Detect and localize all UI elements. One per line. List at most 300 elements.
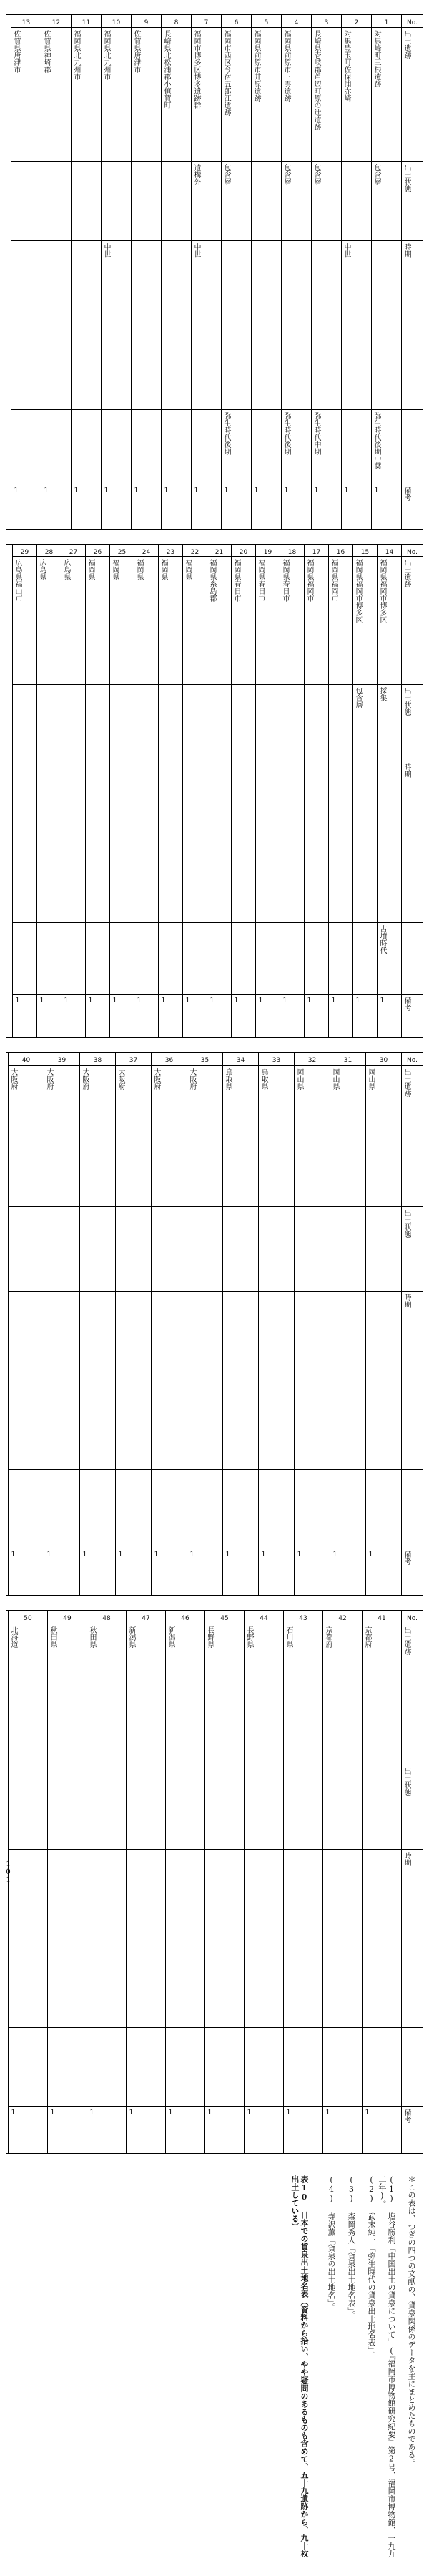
cell-period-text (13, 761, 14, 922)
table-row (281, 15, 311, 529)
cell-era (353, 922, 377, 994)
table-row (255, 545, 280, 1037)
cell-note (9, 1548, 44, 1595)
cell-context-text (127, 1765, 128, 1848)
cell-period-text (162, 241, 163, 409)
cell-note-text: 1 (184, 996, 192, 1005)
cell-site-text: 福岡県福岡市 (305, 558, 313, 602)
cell-era-text (159, 923, 160, 994)
cell-context-text (305, 685, 306, 761)
note-line: (4) 寺沢薫「貨泉の出土地名」。 (327, 2175, 336, 2311)
table-row (187, 1053, 222, 1595)
cell-context (256, 684, 280, 761)
cell-no-text: 27 (69, 549, 78, 556)
cell-context-text (366, 1207, 368, 1290)
cell-no-text: 46 (181, 1615, 189, 1622)
cell-note (402, 484, 423, 529)
cell-era (132, 409, 161, 484)
cell-period-text (44, 1292, 46, 1469)
cell-site-text: 出土遺跡 (403, 558, 410, 587)
cell-period (13, 761, 36, 922)
cell-note-text: 1 (14, 996, 21, 1005)
table-row (221, 15, 251, 529)
table-row (85, 545, 109, 1037)
cell-era (323, 2027, 362, 2106)
cell-period-text (245, 1850, 246, 2027)
cell-era (372, 409, 401, 484)
cell-no-text: 1 (384, 19, 389, 26)
cell-context (86, 684, 109, 761)
cell-site-text: 大阪府 (45, 1068, 53, 1090)
cell-period-text (329, 761, 330, 922)
cell-site-text: 福岡県福岡市 (330, 558, 337, 602)
cell-no (295, 1053, 330, 1065)
cell-context-text (159, 685, 160, 761)
cell-site (61, 556, 85, 685)
cell-context (134, 684, 158, 761)
cell-no-text: 49 (63, 1615, 72, 1622)
cell-note (116, 1548, 151, 1595)
cell-note (13, 994, 36, 1037)
cell-context (330, 1206, 365, 1290)
cell-site-text: 佐賀県唐津市 (12, 29, 20, 73)
cell-era-text (252, 410, 253, 484)
cell-note-text: 1 (117, 1550, 124, 1558)
cell-site (162, 27, 191, 161)
cell-note (372, 484, 401, 529)
cell-context (366, 1206, 401, 1290)
cell-context-text (44, 1207, 46, 1290)
cell-note-text: 1 (132, 487, 140, 495)
cell-note (305, 994, 328, 1037)
cell-note (44, 1548, 79, 1595)
cell-no-text: 35 (200, 1057, 209, 1064)
cell-site (134, 556, 158, 685)
cell-era-text (280, 923, 282, 994)
cell-context (363, 1765, 401, 1848)
table-row (322, 1611, 362, 2153)
cell-note-text: 1 (135, 996, 143, 1005)
cell-period (259, 1291, 294, 1469)
cell-context (80, 1206, 115, 1290)
cell-era-text: 弥生時代中期 (312, 412, 320, 456)
cell-site-text: 鳥取県 (260, 1068, 267, 1090)
cell-era-text (86, 923, 87, 994)
cell-no (342, 15, 371, 27)
cell-no-text: 47 (142, 1615, 150, 1622)
table-row (87, 1611, 126, 2153)
cell-note-text: 1 (354, 996, 362, 1005)
cell-period-text (72, 241, 73, 409)
cell-context-text (13, 685, 14, 761)
cell-period (192, 240, 221, 409)
cell-context-text (323, 1765, 325, 1848)
table-row (362, 1611, 401, 2153)
cell-period (284, 1849, 322, 2027)
cell-period-text (11, 241, 13, 409)
table-row (304, 545, 328, 1037)
cell-no (187, 1053, 222, 1065)
cell-period-text (61, 761, 63, 922)
cell-site-text: 対馬豊玉町佐保浦赤崎 (342, 29, 350, 102)
cell-no-text: 28 (44, 549, 54, 556)
cell-period-text (205, 1850, 207, 2027)
cell-context-text (330, 1207, 332, 1290)
cell-period (9, 1291, 44, 1469)
cell-context (378, 684, 401, 761)
cell-era (183, 922, 207, 994)
cell-site-text: 福岡県福岡市博多区 (378, 558, 386, 623)
cell-era (127, 2027, 165, 2106)
table-notes (6, 2175, 423, 2562)
cell-note-text: 1 (312, 487, 320, 495)
cell-site (110, 556, 134, 685)
cell-site-text: 長崎県北松浦郡小値賀町 (162, 29, 170, 109)
cell-no (252, 15, 281, 27)
cell-note-text: 1 (257, 996, 265, 1005)
cell-period-text (86, 761, 87, 922)
cell-period-text: 時期 (403, 243, 410, 258)
table-row (207, 545, 231, 1037)
cell-context-text: 包含層 (312, 164, 320, 186)
cell-period (207, 761, 231, 922)
cell-era-text (402, 923, 403, 994)
cell-note-text: 備考 (403, 996, 410, 1011)
cell-context-text (110, 685, 112, 761)
cell-no (207, 545, 231, 556)
cell-era (363, 2027, 401, 2106)
cell-era-text (402, 410, 403, 484)
cell-site-text: 福岡県前原市井原遺跡 (252, 29, 260, 102)
cell-no (72, 15, 101, 27)
cell-no (61, 545, 85, 556)
cell-period (342, 240, 371, 409)
cell-no-text: 21 (214, 549, 224, 556)
cell-era-text (192, 410, 193, 484)
cell-site (37, 556, 61, 685)
cell-period-text (159, 761, 160, 922)
cell-site (41, 27, 71, 161)
cell-context (166, 1765, 204, 1848)
cell-no-text: 26 (93, 549, 102, 556)
cell-note (187, 1548, 222, 1595)
cell-site-text: 福岡県 (87, 558, 94, 580)
cell-context-text (152, 1207, 153, 1290)
cell-context-text (61, 685, 63, 761)
cell-no-text: 37 (129, 1057, 138, 1064)
table-row (115, 1053, 151, 1595)
cell-site-text: 長崎県壱岐郡芦辺町原の辻遺跡 (312, 29, 320, 130)
table-row (36, 545, 61, 1037)
cell-note (366, 1548, 401, 1595)
table-row (182, 545, 207, 1037)
cell-era (116, 1469, 151, 1548)
cell-context-text (162, 162, 163, 240)
cell-era (48, 2027, 87, 2106)
cell-note-text: 1 (260, 1550, 267, 1558)
cell-context (232, 684, 255, 761)
cell-site-text: 京都府 (363, 1626, 371, 1648)
cell-note (259, 1548, 294, 1595)
cell-era-text (61, 923, 63, 994)
cell-note (312, 484, 341, 529)
cell-note (192, 484, 221, 529)
cell-note (363, 2106, 401, 2153)
cell-period-text: 時期 (403, 1293, 410, 1308)
cell-site-text: 石川県 (285, 1626, 292, 1648)
cell-era (187, 1469, 222, 1548)
cell-no-text: 18 (287, 549, 297, 556)
cell-note (37, 994, 61, 1037)
cell-context (116, 1206, 151, 1290)
cell-context (402, 1206, 423, 1290)
cell-era (13, 922, 36, 994)
cell-site-text: 佐賀県神埼郡 (42, 29, 50, 73)
cell-note (330, 1548, 365, 1595)
cell-site-text: 福岡県 (184, 558, 192, 580)
cell-era-text (127, 2028, 128, 2106)
cell-site (330, 1065, 365, 1207)
cell-period-text (232, 761, 233, 922)
cell-period (159, 761, 182, 922)
cell-note-text: 1 (12, 487, 20, 495)
cell-note (48, 2106, 87, 2153)
cell-site-text: 岡山県 (367, 1068, 375, 1090)
cell-note-text: 1 (324, 2108, 332, 2117)
cell-note-text: 1 (42, 487, 50, 495)
cell-era (222, 409, 251, 484)
cell-era-text (41, 410, 43, 484)
cell-era (192, 409, 221, 484)
cell-site (9, 1065, 44, 1207)
table-row (126, 1611, 165, 2153)
cell-era-text (402, 2028, 403, 2106)
cell-period-text (166, 1850, 167, 2027)
cell-no-text: 2 (354, 19, 359, 26)
cell-context-text (80, 1207, 82, 1290)
cell-site-text: 秋田県 (49, 1626, 56, 1648)
cell-note-text: 1 (192, 487, 200, 495)
cell-no (312, 15, 341, 27)
cell-period-text (330, 1292, 332, 1469)
cell-no-text: 48 (102, 1615, 111, 1622)
cell-no-text: 7 (204, 19, 209, 26)
cell-note-text: 1 (45, 1550, 53, 1558)
cell-note (402, 994, 423, 1037)
cell-site-text: 秋田県 (88, 1626, 96, 1648)
cell-note-text: 1 (224, 1550, 232, 1558)
cell-no-text: No. (407, 549, 418, 556)
cell-no (37, 545, 61, 556)
cell-context (37, 684, 61, 761)
cell-note (102, 484, 131, 529)
table-block-4 (6, 1610, 423, 2154)
cell-period-text (312, 241, 313, 409)
cell-site (378, 556, 401, 685)
cell-era-text (152, 1470, 153, 1548)
cell-context (159, 684, 182, 761)
cell-period (152, 1291, 187, 1469)
table-row (71, 15, 101, 529)
cell-no-text: 40 (21, 1057, 31, 1064)
cell-era-text (166, 2028, 167, 2106)
cell-context-text (72, 162, 73, 240)
cell-no-text: 13 (21, 19, 31, 26)
cell-period (166, 1849, 204, 2027)
cell-note (61, 994, 85, 1037)
cell-site-text: 出土遺跡 (403, 1068, 410, 1097)
cell-era-text (72, 410, 73, 484)
cell-context (72, 161, 101, 240)
cell-no (223, 1053, 258, 1065)
cell-context-text (102, 162, 103, 240)
cell-no (48, 1611, 87, 1624)
cell-note-text: 1 (232, 996, 240, 1005)
table-row (12, 545, 36, 1037)
table-row (47, 1611, 87, 2153)
cell-context (162, 161, 191, 240)
cell-period-text (363, 1850, 364, 2027)
cell-note (252, 484, 281, 529)
cell-note (245, 2106, 283, 2153)
cell-context-text: 採集 (378, 687, 386, 702)
cell-no (183, 545, 207, 556)
cell-site-text: 大阪府 (152, 1068, 160, 1090)
cell-note (223, 1548, 258, 1595)
cell-era (86, 922, 109, 994)
cell-era-text: 古墳時代 (378, 925, 386, 955)
cell-period (245, 1849, 283, 2027)
cell-no (402, 1053, 423, 1065)
cell-period-text (305, 761, 306, 922)
cell-era (72, 409, 101, 484)
cell-site-text: 福岡県春日市 (232, 558, 240, 602)
cell-context (402, 1765, 423, 1848)
cell-era-text (44, 1470, 46, 1548)
cell-context-text (342, 162, 343, 240)
cell-no (127, 1611, 165, 1624)
cell-no (13, 545, 36, 556)
table-block-1 (6, 14, 423, 530)
cell-context-text (284, 1765, 285, 1848)
table-block-3 (6, 1052, 423, 1596)
cell-no-text: 44 (260, 1615, 268, 1622)
cell-context (152, 1206, 187, 1290)
cell-context-text (280, 685, 282, 761)
cell-context-text (207, 685, 209, 761)
cell-era (342, 409, 371, 484)
cell-context-text (37, 685, 39, 761)
cell-no (330, 1053, 365, 1065)
cell-context-text (41, 162, 43, 240)
cell-period-text (366, 1292, 368, 1469)
cell-era-text (245, 2028, 246, 2106)
cell-era-text (80, 1470, 82, 1548)
cell-note (80, 1548, 115, 1595)
table-row (44, 1053, 79, 1595)
table-row (283, 1611, 322, 2153)
cell-era-text: 弥生時代後期中葉 (373, 412, 380, 470)
table-row (294, 1053, 330, 1595)
cell-era-text (162, 410, 163, 484)
cell-era (41, 409, 71, 484)
table-row (222, 1053, 258, 1595)
cell-note-text: 1 (373, 487, 380, 495)
cell-no-text: 33 (272, 1057, 281, 1064)
cell-site-text: 佐賀県唐津市 (132, 29, 140, 73)
cell-context (223, 1206, 258, 1290)
cell-context-text (259, 1207, 260, 1290)
cell-context (44, 1206, 79, 1290)
cell-context (222, 161, 251, 240)
cell-era (37, 922, 61, 994)
cell-no-text: 5 (264, 19, 269, 26)
cell-context-text (245, 1765, 246, 1848)
cell-note (282, 484, 311, 529)
cell-context-text: 出土状態 (403, 687, 410, 716)
cell-period-text (152, 1292, 153, 1469)
cell-period-text (295, 1292, 296, 1469)
cell-period-text (207, 761, 209, 922)
table-row (109, 545, 134, 1037)
cell-era-text (87, 2028, 89, 2106)
header-column (401, 1053, 423, 1595)
cell-period-text: 中世 (342, 243, 350, 258)
cell-no (323, 1611, 362, 1624)
cell-site (86, 556, 109, 685)
cell-period-text (282, 241, 283, 409)
cell-no-text: 31 (343, 1057, 352, 1064)
note-line: (3) 森岡秀人「貨泉出土地名表」。 (347, 2175, 356, 2319)
cell-site-text: 福岡県春日市 (257, 558, 265, 602)
table-row (79, 1053, 115, 1595)
cell-site (259, 1065, 294, 1207)
cell-era (9, 1469, 44, 1548)
cell-note-text: 1 (252, 487, 260, 495)
note-line: (2) 武末純一「弥生時代の貨泉出土地名表」。 (367, 2175, 376, 2358)
cell-site (132, 27, 161, 161)
cell-era (223, 1469, 258, 1548)
cell-no (366, 1053, 401, 1065)
cell-site (295, 1065, 330, 1207)
cell-context-text (295, 1207, 296, 1290)
cell-note-text: 1 (342, 487, 350, 495)
cell-note (162, 484, 191, 529)
cell-period-text: 時期 (403, 1851, 410, 1866)
cell-note-text: 1 (102, 487, 110, 495)
cell-no (378, 545, 401, 556)
cell-site (402, 556, 423, 685)
cell-era (80, 1469, 115, 1548)
cell-site (116, 1065, 151, 1207)
cell-note (183, 994, 207, 1037)
cell-site (245, 1624, 283, 1765)
cell-no (353, 545, 377, 556)
table-row (280, 545, 304, 1037)
cell-context-text (9, 1207, 10, 1290)
cell-note-text: 備考 (403, 2108, 410, 2123)
cell-note-text: 1 (62, 996, 70, 1005)
table-title: 表10 日本での貨泉出土地名表（資料から拾い、やや疑問のあるものも含めて、五十九遺跡から、九十枚出土している） (290, 2175, 309, 2557)
cell-period (80, 1291, 115, 1469)
cell-period (372, 240, 401, 409)
cell-note (86, 994, 109, 1037)
cell-note-text: 1 (188, 1550, 196, 1558)
cell-context (312, 161, 341, 240)
cell-site-text: 福岡県北九州市 (72, 29, 80, 80)
cell-site (183, 556, 207, 685)
cell-era-text (187, 1470, 189, 1548)
